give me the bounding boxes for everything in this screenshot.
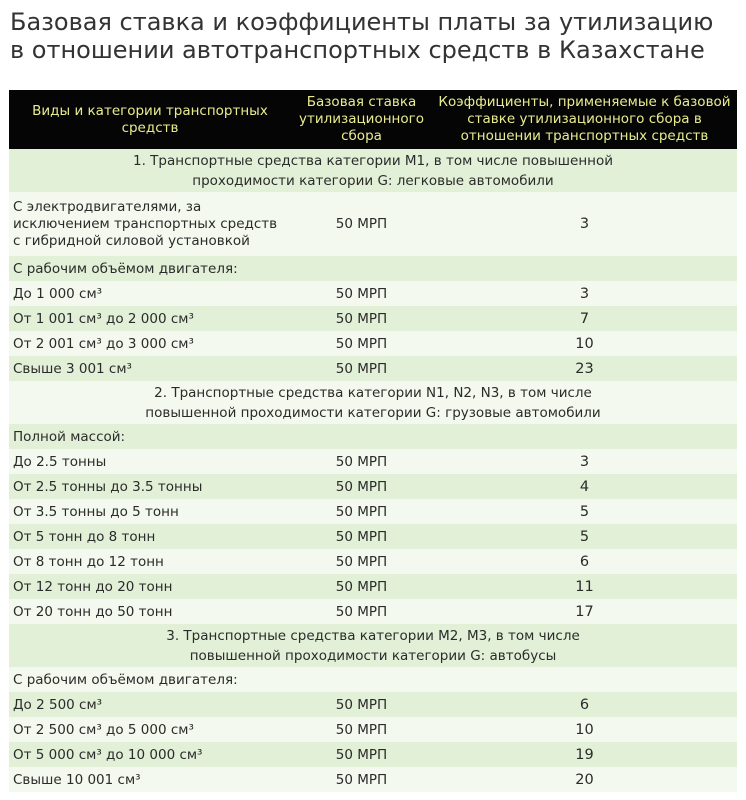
utilization-fee-table [9,90,737,792]
table-row [9,499,737,524]
subheading-row [9,667,737,692]
vehicle-type-cell: От 2 500 см³ до 5 000 см³ [9,717,291,742]
base-rate-cell: 50 МРП [291,356,432,381]
header-vehicle-type: Виды и категории транспортных средств [9,90,291,149]
coefficient-cell: 11 [432,574,737,599]
coefficient-cell: 4 [432,474,737,499]
vehicle-type-cell: До 2 500 см³ [9,692,291,717]
section-heading-line: 2. Транспортные средства категории N1, N2, N3, в том числе [154,384,592,401]
table-row [9,599,737,624]
title-line-1: Базовая ставка и коэффициенты платы за утилизацию [10,8,714,36]
table-row [9,331,737,356]
base-rate-cell: 50 МРП [291,549,432,574]
header-coefficient: Коэффициенты, применяемые к базовой ставке утилизационного сбора в отношении транспортных средств [432,90,737,149]
coefficient-cell: 7 [432,306,737,331]
base-rate-cell: 50 МРП [291,192,432,256]
base-rate-cell: 50 МРП [291,281,432,306]
coefficient-cell: 10 [432,717,737,742]
table-row [9,692,737,717]
section-heading-row [9,381,737,424]
vehicle-type-cell: От 5 000 см³ до 10 000 см³ [9,742,291,767]
base-rate-cell: 50 МРП [291,767,432,792]
base-rate-cell: 50 МРП [291,599,432,624]
coefficient-cell: 3 [432,192,737,256]
subheading-cell: С рабочим объёмом двигателя: [9,667,737,692]
vehicle-type-cell: До 1 000 см³ [9,281,291,306]
base-rate-cell: 50 МРП [291,306,432,331]
title-line-2: в отношении автотранспортных средств в Казахстане [10,36,705,64]
table-row [9,356,737,381]
vehicle-type-cell: От 8 тонн до 12 тонн [9,549,291,574]
page-title [0,0,746,64]
vehicle-type-cell: От 2 001 см³ до 3 000 см³ [9,331,291,356]
subheading-row [9,424,737,449]
coefficient-cell: 20 [432,767,737,792]
base-rate-cell: 50 МРП [291,692,432,717]
table-row [9,281,737,306]
subheading-cell: Полной массой: [9,424,737,449]
section-heading [9,381,737,424]
base-rate-cell: 50 МРП [291,742,432,767]
subheading-cell: С рабочим объёмом двигателя: [9,256,737,281]
vehicle-type-cell: От 12 тонн до 20 тонн [9,574,291,599]
vehicle-type-cell: От 1 001 см³ до 2 000 см³ [9,306,291,331]
coefficient-cell: 23 [432,356,737,381]
vehicle-type-cell: От 3.5 тонны до 5 тонн [9,499,291,524]
table-row [9,306,737,331]
coefficient-cell: 19 [432,742,737,767]
table-row [9,524,737,549]
coefficient-cell: 6 [432,692,737,717]
vehicle-type-cell: До 2.5 тонны [9,449,291,474]
section-heading-line: повышенной проходимости категории G: грузовые автомобили [145,404,601,421]
section-heading-row [9,149,737,192]
coefficient-cell: 3 [432,449,737,474]
section-heading-line: проходимости категории G: легковые автомобили [192,172,554,189]
table-row [9,549,737,574]
section-heading-line: 3. Транспортные средства категории М2, М3, в том числе [166,627,580,644]
section-heading-line: повышенной проходимости категории G: автобусы [189,647,557,664]
base-rate-cell: 50 МРП [291,499,432,524]
section-heading-row [9,624,737,667]
vehicle-type-cell: Свыше 3 001 см³ [9,356,291,381]
table-row [9,717,737,742]
table-header-row [9,90,737,149]
table-row [9,192,737,256]
table-row [9,449,737,474]
base-rate-cell: 50 МРП [291,331,432,356]
table-row [9,767,737,792]
coefficient-cell: 6 [432,549,737,574]
coefficient-cell: 5 [432,524,737,549]
base-rate-cell: 50 МРП [291,717,432,742]
coefficient-cell: 5 [432,499,737,524]
section-heading-line: 1. Транспортные средства категории М1, в том числе повышенной [132,152,613,169]
vehicle-type-cell: От 5 тонн до 8 тонн [9,524,291,549]
base-rate-cell: 50 МРП [291,574,432,599]
vehicle-type-cell: Свыше 10 001 см³ [9,767,291,792]
base-rate-cell: 50 МРП [291,474,432,499]
base-rate-cell: 50 МРП [291,449,432,474]
table-row [9,574,737,599]
table-row [9,742,737,767]
table-row [9,474,737,499]
coefficient-cell: 3 [432,281,737,306]
subheading-row [9,256,737,281]
section-heading [9,624,737,667]
coefficient-cell: 17 [432,599,737,624]
vehicle-type-cell: С электродвигателями, за исключением транспортных средств с гибридной силовой установкой [9,192,291,256]
section-heading [9,149,737,192]
coefficient-cell: 10 [432,331,737,356]
vehicle-type-cell: От 20 тонн до 50 тонн [9,599,291,624]
header-base-rate: Базовая ставка утилизационного сбора [291,90,432,149]
vehicle-type-cell: От 2.5 тонны до 3.5 тонны [9,474,291,499]
base-rate-cell: 50 МРП [291,524,432,549]
